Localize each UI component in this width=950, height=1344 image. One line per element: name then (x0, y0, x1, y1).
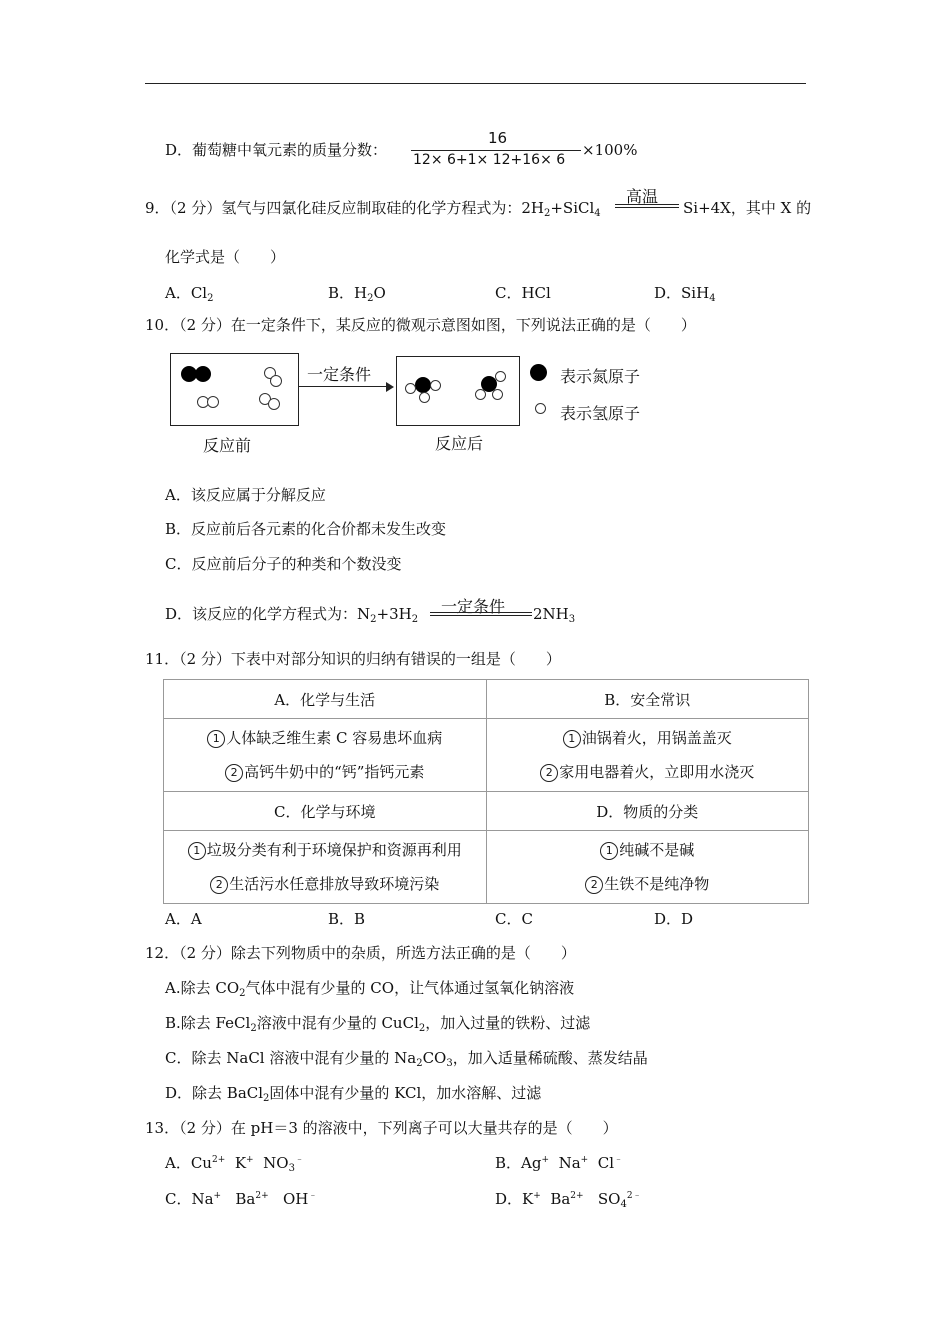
h-atom (495, 371, 506, 382)
q11-option-c: C．C (495, 910, 533, 928)
q9-condition: 高温 (626, 187, 659, 206)
q13-option-d: D．K+ $Ba^{2+}$ $SO_4^{2﹣}$ (495, 1190, 642, 1210)
header-rule (145, 83, 806, 84)
q10-stem: 10．（2 分）在一定条件下，某反应的微观示意图如图，下列说法正确的是（ ） (145, 316, 696, 334)
legend-n-label: 表示氮原子 (560, 367, 641, 386)
q10-d-product: $2NH_3$ (533, 605, 576, 625)
after-label: 反应后 (435, 434, 484, 453)
q9-stem: 9．（2 分）氢气与四氯化硅反应制取硅的化学方程式为：$2H_2+SiCl_4$ (145, 199, 601, 219)
knowledge-table (163, 679, 809, 904)
q8-fraction-bar (411, 150, 581, 151)
q8-percent: ×100% (582, 141, 638, 159)
q9-option-a: A．$Cl_2$ (165, 284, 214, 304)
reaction-arrow (299, 386, 387, 387)
arrow-head (386, 382, 394, 392)
table-header-c: C．化学与环境 (164, 792, 487, 831)
table-cell-c: 1 垃圾分类有利于环境保护和资源再利用 2 生活污水任意排放导致环境污染 (164, 831, 487, 904)
h-atom (475, 389, 486, 400)
legend-h-label: 表示氢原子 (560, 404, 641, 423)
table-cell-b: 1 油锅着火，用锅盖盖灭 2 家用电器着火，立即用水浇灭 (486, 719, 809, 792)
h-atom (419, 392, 430, 403)
q9-option-d: D．SiH$_4$ (654, 284, 716, 304)
table-header-b: B．安全常识 (486, 680, 809, 719)
q12-option-b: B.除去 FeCl$_2$溶液中混有少量的 CuCl$_2$，加入过量的铁粉、过滤 (165, 1014, 591, 1034)
h-atom (430, 380, 441, 391)
q10-option-c: C．反应前后分子的种类和个数没变 (165, 555, 402, 573)
q13-stem: 13．（2 分）在 pH＝3 的溶液中，下列离子可以大量共存的是（ ） (145, 1119, 618, 1137)
q12-option-a: A.除去 $CO_2$气体中混有少量的 CO，让气体通过氢氧化钠溶液 (165, 979, 575, 999)
h-atom (492, 389, 503, 400)
n-atom (415, 377, 431, 393)
q10-d-equals-bar (430, 612, 532, 616)
h-atom (268, 398, 280, 410)
table-header-d: D．物质的分类 (486, 792, 809, 831)
q12-stem: 12．（2 分）除去下列物质中的杂质，所选方法正确的是（ ） (145, 944, 576, 962)
q11-option-a: A．A (165, 910, 202, 928)
q13-option-b: B．Ag+ Na+ Cl﹣ (495, 1154, 624, 1172)
q8-option-d: D．葡萄糖中氧元素的质量分数： (165, 141, 388, 159)
q12-option-d: D．除去 BaCl$_2$固体中混有少量的 KCl，加水溶解、过滤 (165, 1084, 542, 1104)
q13-option-c: C．Na+ $Ba^{2+}$ OH﹣ (165, 1190, 318, 1208)
q11-stem: 11．（2 分）下表中对部分知识的归纳有错误的一组是（ ） (145, 650, 561, 668)
table-header-a: A．化学与生活 (164, 680, 487, 719)
table-cell-a: 1 人体缺乏维生素 C 容易患坏血病 2 高钙牛奶中的“钙”指钙元素 (164, 719, 487, 792)
q12-option-c: C．除去 NaCl 溶液中混有少量的 $Na_2CO_3$，加入适量稀硫酸、蒸发结晶 (165, 1049, 648, 1069)
q11-option-b: B．B (328, 910, 366, 928)
legend-n-icon (530, 364, 547, 381)
before-box (170, 353, 299, 426)
n-atom (195, 366, 211, 382)
q9-option-b: B．$H_2O$ (328, 284, 386, 304)
q11-option-d: D．D (654, 910, 694, 928)
q10-option-b: B．反应前后各元素的化合价都未发生改变 (165, 520, 447, 538)
h-atom (405, 383, 416, 394)
before-label: 反应前 (203, 436, 252, 455)
h-atom (207, 396, 219, 408)
q9-option-c: C．HCl (495, 284, 551, 302)
q10-d-condition: 一定条件 (441, 597, 506, 616)
q9-equals-bar (615, 204, 679, 208)
q10-option-a: A．该反应属于分解反应 (165, 486, 326, 504)
q8-fraction-denominator: 12× 6+1× 12+16× 6 (413, 152, 566, 168)
q9-stem-line2: 化学式是（ ） (165, 248, 286, 266)
q9-stem-tail: Si+4X，其中 X 的 (683, 199, 812, 217)
legend-h-icon (535, 403, 546, 414)
h-atom (270, 375, 282, 387)
q8-fraction-numerator: 16 (488, 129, 508, 147)
q10-option-d: D．该反应的化学方程式为：$N_2+3H_2$ (165, 605, 419, 625)
arrow-label: 一定条件 (307, 365, 372, 384)
table-cell-d: 1 纯碱不是碱 2 生铁不是纯净物 (486, 831, 809, 904)
q13-option-a: A．$Cu^{2+}$ K+ $NO_3^﹣$ (165, 1154, 304, 1174)
